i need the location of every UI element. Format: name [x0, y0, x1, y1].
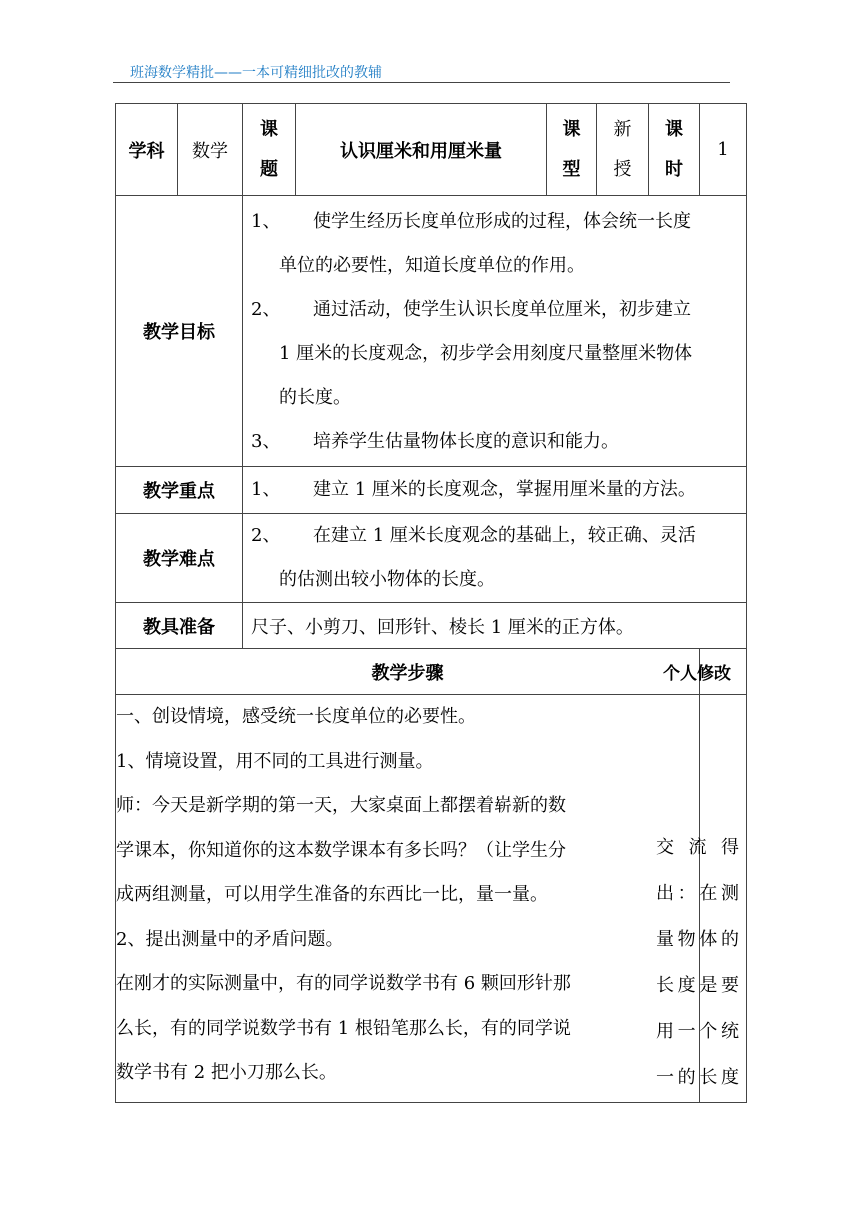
subject-value: 数学	[178, 104, 243, 196]
objective-item-3	[243, 420, 746, 464]
topic-label-top: 课	[260, 118, 278, 140]
topic-value: 认识厘米和用厘米量	[296, 104, 547, 196]
key-point-item	[243, 468, 746, 512]
note-line-3: 量物体的	[656, 929, 739, 950]
objective-1-line-2: 单位的必要性，知道长度单位的作用。	[279, 255, 585, 276]
difficulties-label: 教学难点	[116, 514, 243, 603]
steps-header-row	[116, 649, 747, 695]
step-line-2: 1、情境设置，用不同的工具进行测量。	[116, 750, 434, 772]
type-label-top: 课	[562, 118, 581, 140]
note-line-5: 用一个统	[656, 1021, 739, 1042]
info-row	[116, 104, 747, 196]
key-point-text: 建立 1 厘米的长度观念，掌握用厘米量的方法。	[313, 479, 696, 500]
step-line-3: 师：今天是新学期的第一天，大家桌面上都摆着崭新的数	[116, 795, 566, 816]
subject-label: 学科	[116, 104, 178, 196]
step-line-1: 一、创设情境，感受统一长度单位的必要性。	[116, 706, 476, 727]
objective-1-line-1: 使学生经历长度单位形成的过程，体会统一长度	[313, 211, 691, 232]
type-value	[597, 104, 649, 196]
key-points-row	[116, 467, 747, 514]
steps-body-row	[116, 695, 747, 1103]
step-line-4: 学课本，你知道你的这本数学课本有多长吗？（让学生分	[116, 839, 566, 861]
objective-2-number: 2、	[251, 299, 281, 320]
notes-content	[656, 695, 747, 1103]
objectives-content	[243, 196, 747, 467]
step-line-9: 数学书有 2 把小刀那么长。	[116, 1062, 337, 1083]
difficulties-row	[116, 514, 747, 603]
key-points-label: 教学重点	[116, 467, 243, 514]
key-point-number: 1、	[251, 479, 281, 500]
difficulty-line-2: 的估测出较小物体的长度。	[279, 569, 495, 590]
difficulty-number: 2、	[251, 525, 281, 546]
type-label	[547, 104, 597, 196]
steps-header: 教学步骤	[116, 649, 700, 695]
objective-item-1	[243, 200, 746, 288]
objective-1-number: 1、	[251, 211, 281, 232]
notes-text	[648, 695, 747, 1101]
difficulty-item	[243, 514, 746, 602]
objective-2-line-2: 1 厘米的长度观念，初步学会用刻度尺量整厘米物体	[279, 343, 693, 364]
note-line-4: 长度是要	[656, 975, 739, 996]
period-label-top: 课	[665, 118, 683, 140]
objective-3-line-1: 培养学生估量物体长度的意识和能力。	[313, 431, 619, 452]
topic-label	[243, 104, 296, 196]
difficulties-content	[243, 514, 747, 603]
note-line-2: 出：在测	[656, 883, 739, 904]
objectives-label: 教学目标	[116, 196, 243, 467]
type-value-bottom: 授	[613, 158, 632, 180]
type-value-top: 新	[613, 118, 632, 140]
page-header: 班海数学精批——一本可精细批改的教辅	[130, 65, 382, 81]
steps-content	[116, 695, 700, 1103]
step-line-8: 么长，有的同学说数学书有 1 根铅笔那么长，有的同学说	[116, 1017, 571, 1039]
type-label-bottom: 型	[562, 158, 581, 180]
note-line-1: 交 流 得	[656, 837, 739, 858]
materials-label: 教具准备	[116, 603, 243, 649]
difficulty-line-1: 在建立 1 厘米长度观念的基础上，较正确、灵活	[313, 525, 696, 546]
objective-2-line-1: 通过活动，使学生认识长度单位厘米，初步建立	[313, 299, 691, 320]
period-label	[649, 104, 700, 196]
period-label-bottom: 时	[665, 158, 683, 180]
step-line-7: 在刚才的实际测量中，有的同学说数学书有 6 颗回形针那	[116, 973, 571, 994]
period-value: 1	[700, 104, 747, 196]
objective-item-2	[243, 288, 746, 420]
objective-3-number: 3、	[251, 431, 281, 452]
notes-header-text: 个人修改	[663, 664, 731, 684]
materials-text: 尺子、小剪刀、回形针、棱长 1 厘米的正方体。	[243, 603, 747, 649]
step-line-5: 成两组测量，可以用学生准备的东西比一比，量一量。	[116, 884, 548, 905]
notes-header	[663, 649, 747, 695]
objective-2-line-3: 的长度。	[279, 387, 351, 408]
objectives-row	[116, 196, 747, 467]
key-points-content	[243, 467, 747, 514]
lesson-plan-table	[115, 103, 747, 1103]
materials-row	[116, 603, 747, 649]
note-line-6: 一的长度	[656, 1067, 739, 1088]
topic-label-bottom: 题	[260, 158, 278, 180]
header-rule	[113, 82, 730, 83]
step-line-6: 2、提出测量中的矛盾问题。	[116, 928, 344, 950]
